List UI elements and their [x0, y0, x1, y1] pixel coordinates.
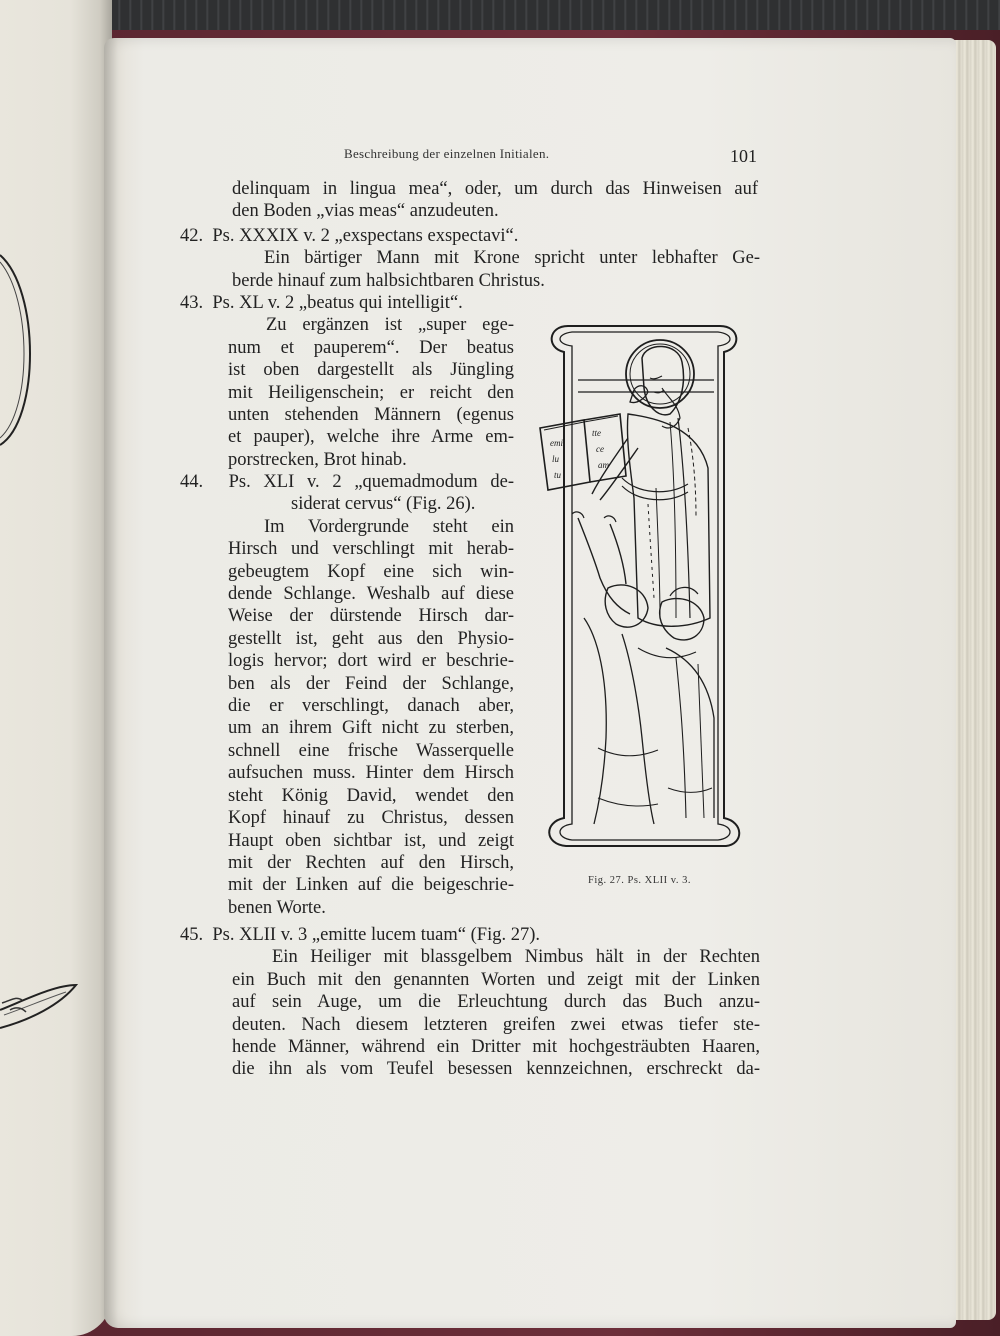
book-word: tu [554, 470, 562, 480]
text-line: logis hervor; dort wird er beschrie- [228, 651, 514, 672]
text-line: den Boden „vias meas“ anzudeuten. [232, 201, 499, 222]
page-number: 101 [730, 146, 757, 166]
text-line: Ein Heiliger mit blassgelbem Nimbus hält in der Rechten [272, 947, 760, 968]
text-line: Haupt oben sichtbar ist, und zeigt [228, 830, 514, 851]
text-line: num et pauperem“. Der beatus [228, 337, 514, 358]
book-word: emi [550, 438, 563, 448]
book-word: tte [592, 428, 601, 438]
left-page [0, 0, 112, 1336]
text-line: deuten. Nach diesem letzteren greifen zwei etwas tiefer ste- [232, 1014, 760, 1035]
text-line: aufsuchen muss. Hinter dem Hirsch [228, 763, 514, 784]
book-word: am [598, 460, 609, 470]
figure-27-initial [538, 318, 750, 857]
entry-43 [180, 292, 514, 471]
entry-heading: 45. Ps. XLII v. 3 „emitte lucem tuam“ (Fig. 27). [180, 925, 540, 945]
text-line: um an ihrem Gift nicht zu sterben, [228, 718, 514, 739]
top-paragraph [232, 178, 758, 223]
text-line: mit der Rechten auf den Hirsch, [228, 852, 514, 873]
text-line: delinquam in lingua mea“, oder, um durch das Hinweisen auf [232, 179, 758, 199]
text-line: gebeugtem Kopf eine sich win- [228, 561, 514, 582]
text-line: ist oben dargestellt als Jüngling [228, 360, 514, 381]
text-line: Kopf hinauf zu Christus, dessen [228, 808, 514, 829]
text-line: berde hinauf zum halbsichtbaren Christus. [232, 270, 545, 291]
text-line: mit der Linken auf die beigeschrie- [228, 875, 514, 896]
text-line: ben als der Feind der Schlange, [228, 673, 514, 694]
text-line: porstrecken, Brot hinab. [228, 449, 407, 470]
text-line: die er verschlingt, danach aber, [228, 696, 514, 717]
entry-45 [180, 924, 760, 1081]
text-line: auf sein Auge, um die Erleuchtung durch das Buch anzu- [232, 992, 760, 1013]
text-line: Zu ergänzen ist „super ege- [266, 315, 514, 336]
book-word: lu [552, 454, 560, 464]
text-line: dende Schlange. Weshalb auf diese [228, 584, 514, 605]
figure-caption: Fig. 27. Ps. XLII v. 3. [588, 875, 691, 886]
text-line: mit Heiligenschein; er reicht den [228, 382, 514, 403]
text-line: benen Worte. [228, 897, 326, 918]
text-line: Im Vordergrunde steht ein [264, 516, 514, 537]
text-line: Hirsch und verschlingt mit herab- [228, 539, 514, 560]
entry-heading: 44. Ps. XLI v. 2 „quemadmodum de- [180, 472, 514, 492]
book-word: ce [596, 444, 604, 454]
text-line: Weise der dürstende Hirsch dar- [228, 606, 514, 627]
text-line: hende Männer, während ein Dritter mit hochgesträubten Haaren, [232, 1037, 760, 1058]
text-line: schnell eine frische Wasserquelle [228, 740, 514, 761]
text-line: steht König David, wendet den [228, 785, 514, 806]
initial-illustration [538, 318, 750, 852]
text-line: et pauper), welche ihre Arme em- [228, 427, 514, 448]
text-line: gestellt ist, geht aus den Physio- [228, 628, 514, 649]
text-line: Ein bärtiger Mann mit Krone spricht unter lebhafter Ge- [264, 248, 760, 269]
entry-heading: 43. Ps. XL v. 2 „beatus qui intelligit“. [180, 293, 463, 313]
text-line: die ihn als vom Teufel besessen kennzeichnen, erschreckt da- [232, 1059, 760, 1080]
left-page-illustration [0, 0, 112, 1336]
entry-44 [180, 471, 514, 919]
entry-heading-cont: siderat cervus“ (Fig. 26). [291, 494, 476, 515]
text-line: unten stehenden Männern (egenus [228, 405, 514, 426]
running-title: Beschreibung der einzelnen Initialen. [344, 146, 550, 161]
entry-heading: 42. Ps. XXXIX v. 2 „exspectans exspectavi“. [180, 226, 519, 246]
text-line: ein Buch mit den genannten Worten und zeigt mit der Linken [232, 969, 760, 990]
entry-42 [180, 225, 760, 292]
